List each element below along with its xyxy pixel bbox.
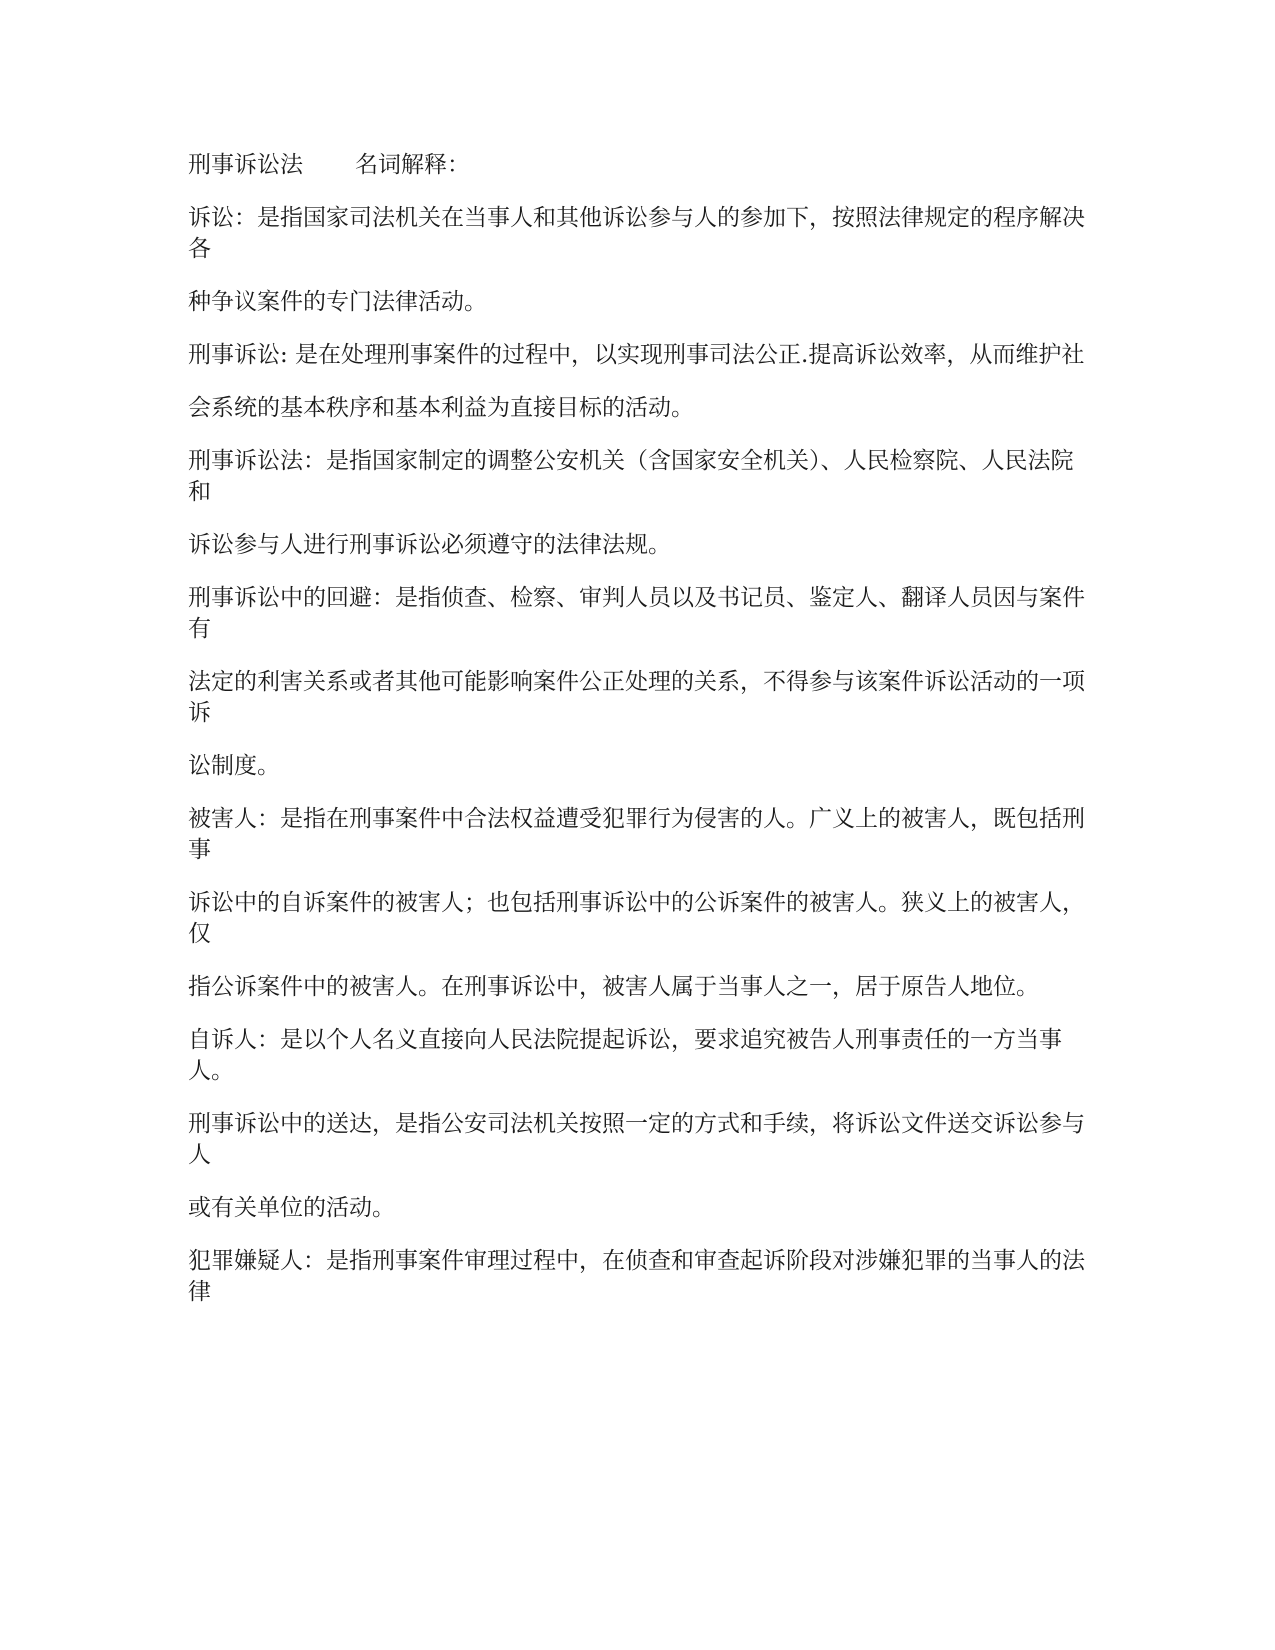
paragraph: 刑事诉讼中的送达，是指公安司法机关按照一定的方式和手续，将诉讼文件送交诉讼参与人 [188,1111,1085,1168]
paragraph: 诉讼参与人进行刑事诉讼必须遵守的法律法规。 [188,532,671,558]
heading-subtitle: 名词解释： [355,152,470,178]
paragraph: 会系统的基本秩序和基本利益为直接目标的活动。 [188,395,694,421]
paragraph: 讼制度。 [188,753,280,779]
paragraph: 种争议案件的专门法律活动。 [188,289,487,315]
paragraph: 指公诉案件中的被害人。在刑事诉讼中，被害人属于当事人之一，居于原告人地位。 [188,974,1039,1000]
document-heading [188,150,1088,181]
paragraph: 犯罪嫌疑人：是指刑事案件审理过程中，在侦查和审查起诉阶段对涉嫌犯罪的当事人的法律 [188,1248,1085,1305]
document-body [188,150,1088,1330]
paragraph: 诉讼中的自诉案件的被害人；也包括刑事诉讼中的公诉案件的被害人。狭义上的被害人，仅 [188,890,1085,947]
paragraph: 刑事诉讼中的回避：是指侦查、检察、审判人员以及书记员、鉴定人、翻译人员因与案件有 [188,585,1085,642]
paragraph: 或有关单位的活动。 [188,1195,395,1221]
paragraph: 被害人：是指在刑事案件中合法权益遭受犯罪行为侵害的人。广义上的被害人，既包括刑事 [188,806,1085,863]
heading-title: 刑事诉讼法 [188,152,303,178]
paragraph: 自诉人：是以个人名义直接向人民法院提起诉讼，要求追究被告人刑事责任的一方当事人。 [188,1027,1062,1084]
paragraph: 法定的利害关系或者其他可能影响案件公正处理的关系，不得参与该案件诉讼活动的一项诉 [188,669,1085,726]
paragraph: 刑事诉讼: 是在处理刑事案件的过程中，以实现刑事司法公正.提高诉讼效率，从而维护社 [188,342,1085,368]
paragraph: 诉讼：是指国家司法机关在当事人和其他诉讼参与人的参加下，按照法律规定的程序解决各 [188,205,1085,262]
paragraph: 刑事诉讼法：是指国家制定的调整公安机关（含国家安全机关）、人民检察院、人民法院和 [188,448,1074,505]
